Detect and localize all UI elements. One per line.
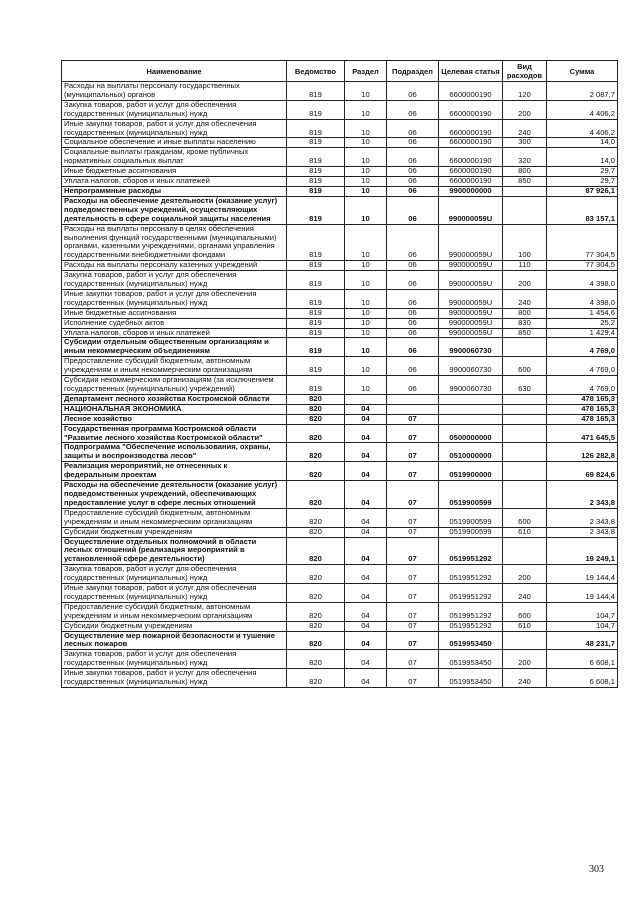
cell-name: Иные бюджетные ассигнования [62, 167, 287, 177]
cell-subsection: 07 [387, 424, 439, 443]
cell-name: Расходы на выплаты персоналу в целях обеспечения выполнения функций государственными (муниципальными) органами, казенными учреждениями, органами управления государственными внебюджетными фондами [62, 224, 287, 261]
cell-kind: 200 [503, 650, 547, 669]
cell-section: 10 [345, 148, 387, 167]
cell-sum: 478 165,3 [547, 414, 618, 424]
cell-kind [503, 186, 547, 196]
cell-target: 990000059U [439, 224, 503, 261]
cell-kind: 110 [503, 261, 547, 271]
cell-section: 10 [345, 328, 387, 338]
cell-section: 04 [345, 621, 387, 631]
cell-dept: 819 [287, 224, 345, 261]
cell-target: 0519953450 [439, 669, 503, 688]
cell-dept: 820 [287, 537, 345, 565]
cell-section: 04 [345, 565, 387, 584]
cell-sum: 4 769,0 [547, 376, 618, 395]
cell-section [345, 394, 387, 404]
cell-target: 990000059U [439, 196, 503, 224]
table-header-row [62, 61, 618, 82]
cell-sum: 6 608,1 [547, 669, 618, 688]
cell-sum: 4 406,2 [547, 119, 618, 138]
cell-sum: 48 231,7 [547, 631, 618, 650]
cell-sum: 4 398,0 [547, 271, 618, 290]
table-row [62, 508, 618, 527]
cell-name: Исполнение судебных актов [62, 318, 287, 328]
cell-dept: 819 [287, 271, 345, 290]
cell-sum: 4 769,0 [547, 338, 618, 357]
cell-subsection: 06 [387, 308, 439, 318]
table-row [62, 271, 618, 290]
cell-subsection: 07 [387, 443, 439, 462]
table-row [62, 537, 618, 565]
cell-name: Лесное хозяйство [62, 414, 287, 424]
table-row [62, 527, 618, 537]
cell-name: Социальные выплаты гражданам, кроме публичных нормативных социальных выплат [62, 148, 287, 167]
cell-sum: 29,7 [547, 177, 618, 187]
cell-kind: 850 [503, 328, 547, 338]
cell-name: Подпрограмма "Обеспечение использования, охраны, защиты и воспроизводства лесов" [62, 443, 287, 462]
table-row [62, 602, 618, 621]
cell-name: Расходы на обеспечение деятельности (оказание услуг) подведомственных учреждений, осуществляющих деятельность в сфере социальной защиты населения [62, 196, 287, 224]
cell-kind: 610 [503, 527, 547, 537]
cell-subsection: 07 [387, 462, 439, 481]
cell-target: 6600000190 [439, 82, 503, 101]
cell-target: 990000059U [439, 261, 503, 271]
cell-name: НАЦИОНАЛЬНАЯ ЭКОНОМИКА [62, 404, 287, 414]
cell-name: Субсидии некоммерческим организациям (за исключением государственных (муниципальных) учреждений) [62, 376, 287, 395]
cell-name: Расходы на обеспечение деятельности (оказание услуг) подведомственных учреждений, обеспечивающих предоставление услуг в сфере лесных отношений [62, 481, 287, 509]
cell-target: 990000059U [439, 318, 503, 328]
cell-target [439, 404, 503, 414]
table-row [62, 261, 618, 271]
cell-dept: 820 [287, 424, 345, 443]
cell-dept: 819 [287, 328, 345, 338]
cell-dept: 820 [287, 669, 345, 688]
cell-section: 04 [345, 669, 387, 688]
table-row [62, 357, 618, 376]
cell-kind: 100 [503, 224, 547, 261]
cell-section: 04 [345, 537, 387, 565]
cell-target: 0519951292 [439, 621, 503, 631]
cell-sum: 4 406,2 [547, 100, 618, 119]
cell-target: 6600000190 [439, 167, 503, 177]
cell-subsection: 07 [387, 669, 439, 688]
cell-sum: 104,7 [547, 621, 618, 631]
cell-dept: 820 [287, 414, 345, 424]
cell-target: 9900060730 [439, 376, 503, 395]
cell-target: 0519900000 [439, 462, 503, 481]
table-row [62, 328, 618, 338]
cell-target: 6600000190 [439, 100, 503, 119]
cell-sum: 77 304,5 [547, 261, 618, 271]
col-header-section: Раздел [345, 61, 387, 82]
table-row [62, 186, 618, 196]
cell-kind: 850 [503, 177, 547, 187]
cell-kind [503, 196, 547, 224]
cell-name: Иные закупки товаров, работ и услуг для обеспечения государственных (муниципальных) нужд [62, 669, 287, 688]
table-row [62, 318, 618, 328]
cell-section: 10 [345, 119, 387, 138]
cell-target: 0519900599 [439, 527, 503, 537]
table-row [62, 167, 618, 177]
cell-sum: 6 608,1 [547, 650, 618, 669]
cell-subsection: 06 [387, 82, 439, 101]
cell-subsection: 06 [387, 357, 439, 376]
cell-name: Осуществление мер пожарной безопасности и тушение лесных пожаров [62, 631, 287, 650]
cell-kind: 240 [503, 119, 547, 138]
cell-section: 04 [345, 631, 387, 650]
table-row [62, 119, 618, 138]
table-row [62, 196, 618, 224]
cell-target: 0519951292 [439, 537, 503, 565]
cell-dept: 820 [287, 527, 345, 537]
cell-sum: 2 087,7 [547, 82, 618, 101]
cell-name: Предоставление субсидий бюджетным, автономным учреждениям и иным некоммерческим организациям [62, 357, 287, 376]
cell-subsection: 06 [387, 100, 439, 119]
cell-kind [503, 481, 547, 509]
cell-section: 10 [345, 196, 387, 224]
cell-target [439, 394, 503, 404]
cell-target: 6600000190 [439, 138, 503, 148]
cell-section: 10 [345, 271, 387, 290]
cell-target: 6600000190 [439, 148, 503, 167]
cell-kind [503, 631, 547, 650]
cell-sum: 1 429,4 [547, 328, 618, 338]
cell-name: Департамент лесного хозяйства Костромской области [62, 394, 287, 404]
table-row [62, 177, 618, 187]
cell-section: 04 [345, 602, 387, 621]
cell-subsection: 06 [387, 177, 439, 187]
cell-dept: 820 [287, 462, 345, 481]
cell-dept: 820 [287, 631, 345, 650]
cell-sum: 4 769,0 [547, 357, 618, 376]
col-header-kind: Вид расходов [503, 61, 547, 82]
cell-kind: 200 [503, 100, 547, 119]
cell-section: 10 [345, 357, 387, 376]
cell-section: 10 [345, 338, 387, 357]
cell-name: Непрограммные расходы [62, 186, 287, 196]
cell-dept: 819 [287, 82, 345, 101]
cell-kind [503, 394, 547, 404]
cell-subsection: 06 [387, 224, 439, 261]
cell-name: Иные закупки товаров, работ и услуг для обеспечения государственных (муниципальных) нужд [62, 289, 287, 308]
cell-name: Иные закупки товаров, работ и услуг для обеспечения государственных (муниципальных) нужд [62, 584, 287, 603]
cell-section: 10 [345, 376, 387, 395]
cell-section: 04 [345, 584, 387, 603]
table-row [62, 289, 618, 308]
cell-subsection: 06 [387, 167, 439, 177]
cell-name: Социальное обеспечение и иные выплаты населению [62, 138, 287, 148]
table-row [62, 376, 618, 395]
cell-subsection: 06 [387, 328, 439, 338]
cell-name: Государственная программа Костромской области "Развитие лесного хозяйства Костромской области" [62, 424, 287, 443]
table-row [62, 414, 618, 424]
cell-kind: 610 [503, 621, 547, 631]
cell-kind [503, 462, 547, 481]
cell-target: 990000059U [439, 271, 503, 290]
cell-dept: 820 [287, 481, 345, 509]
cell-dept: 820 [287, 508, 345, 527]
cell-subsection: 07 [387, 537, 439, 565]
cell-dept: 819 [287, 318, 345, 328]
cell-subsection: 07 [387, 565, 439, 584]
cell-subsection: 07 [387, 650, 439, 669]
cell-subsection: 07 [387, 508, 439, 527]
cell-kind: 240 [503, 669, 547, 688]
cell-sum: 83 157,1 [547, 196, 618, 224]
cell-section: 10 [345, 100, 387, 119]
cell-name: Уплата налогов, сборов и иных платежей [62, 328, 287, 338]
cell-name: Иные бюджетные ассигнования [62, 308, 287, 318]
cell-target: 0519953450 [439, 650, 503, 669]
cell-subsection: 07 [387, 481, 439, 509]
table-row [62, 148, 618, 167]
table-row [62, 394, 618, 404]
cell-kind [503, 414, 547, 424]
cell-name: Осуществление отдельных полномочий в области лесных отношений (реализация мероприятий в установленной сфере деятельности) [62, 537, 287, 565]
cell-dept: 819 [287, 177, 345, 187]
cell-kind: 600 [503, 508, 547, 527]
cell-kind [503, 424, 547, 443]
cell-subsection: 06 [387, 138, 439, 148]
cell-name: Закупка товаров, работ и услуг для обеспечения государственных (муниципальных) нужд [62, 650, 287, 669]
cell-section: 10 [345, 224, 387, 261]
table-row [62, 584, 618, 603]
table-row [62, 443, 618, 462]
cell-name: Расходы на выплаты персоналу государственных (муниципальных) органов [62, 82, 287, 101]
cell-kind: 600 [503, 602, 547, 621]
table-row [62, 565, 618, 584]
cell-sum: 19 249,1 [547, 537, 618, 565]
cell-name: Предоставление субсидий бюджетным, автономным учреждениям и иным некоммерческим организациям [62, 602, 287, 621]
cell-subsection: 06 [387, 196, 439, 224]
cell-sum: 4 398,0 [547, 289, 618, 308]
cell-kind: 120 [503, 82, 547, 101]
cell-sum: 77 304,5 [547, 224, 618, 261]
table-row [62, 481, 618, 509]
page-number: 303 [589, 864, 604, 875]
cell-name: Иные закупки товаров, работ и услуг для обеспечения государственных (муниципальных) нужд [62, 119, 287, 138]
cell-subsection: 06 [387, 338, 439, 357]
cell-name: Субсидии бюджетным учреждениям [62, 621, 287, 631]
cell-subsection: 07 [387, 602, 439, 621]
cell-subsection: 06 [387, 318, 439, 328]
table-row [62, 338, 618, 357]
cell-dept: 820 [287, 621, 345, 631]
cell-sum: 1 454,6 [547, 308, 618, 318]
cell-dept: 819 [287, 186, 345, 196]
cell-sum: 126 282,8 [547, 443, 618, 462]
cell-target: 6600000190 [439, 119, 503, 138]
col-header-sum: Сумма [547, 61, 618, 82]
cell-kind: 200 [503, 271, 547, 290]
cell-dept: 820 [287, 394, 345, 404]
cell-target: 9900060730 [439, 338, 503, 357]
cell-dept: 820 [287, 443, 345, 462]
cell-sum: 478 165,3 [547, 394, 618, 404]
cell-kind: 800 [503, 308, 547, 318]
cell-dept: 819 [287, 100, 345, 119]
cell-target [439, 414, 503, 424]
cell-dept: 819 [287, 196, 345, 224]
cell-sum: 19 144,4 [547, 565, 618, 584]
cell-section: 10 [345, 308, 387, 318]
cell-subsection: 06 [387, 148, 439, 167]
table-row [62, 138, 618, 148]
cell-kind [503, 338, 547, 357]
table-row [62, 308, 618, 318]
cell-section: 10 [345, 167, 387, 177]
cell-subsection: 07 [387, 414, 439, 424]
cell-kind: 300 [503, 138, 547, 148]
cell-dept: 819 [287, 338, 345, 357]
cell-target: 0519900599 [439, 481, 503, 509]
cell-dept: 819 [287, 148, 345, 167]
cell-subsection: 07 [387, 621, 439, 631]
col-header-dept: Ведомство [287, 61, 345, 82]
cell-section: 10 [345, 138, 387, 148]
cell-section: 04 [345, 414, 387, 424]
cell-section: 04 [345, 443, 387, 462]
cell-dept: 819 [287, 289, 345, 308]
table-row [62, 224, 618, 261]
cell-subsection: 06 [387, 289, 439, 308]
cell-target: 0519900599 [439, 508, 503, 527]
cell-section: 10 [345, 318, 387, 328]
cell-dept: 820 [287, 584, 345, 603]
cell-name: Субсидии бюджетным учреждениям [62, 527, 287, 537]
cell-kind: 240 [503, 289, 547, 308]
cell-sum: 2 343,8 [547, 481, 618, 509]
cell-sum: 2 343,8 [547, 508, 618, 527]
cell-kind [503, 537, 547, 565]
cell-dept: 819 [287, 138, 345, 148]
cell-dept: 819 [287, 357, 345, 376]
table-row [62, 100, 618, 119]
cell-dept: 820 [287, 650, 345, 669]
cell-target: 0500000000 [439, 424, 503, 443]
cell-kind: 600 [503, 357, 547, 376]
cell-subsection: 06 [387, 376, 439, 395]
col-header-subsection: Подраздел [387, 61, 439, 82]
cell-section: 10 [345, 261, 387, 271]
cell-kind [503, 443, 547, 462]
cell-dept: 819 [287, 261, 345, 271]
cell-section: 04 [345, 462, 387, 481]
budget-table [61, 60, 618, 688]
table-row [62, 424, 618, 443]
cell-sum: 19 144,4 [547, 584, 618, 603]
cell-sum: 2 343,8 [547, 527, 618, 537]
cell-sum: 478 165,3 [547, 404, 618, 414]
cell-subsection: 06 [387, 119, 439, 138]
table-row [62, 631, 618, 650]
cell-section: 04 [345, 424, 387, 443]
col-header-target: Целевая статья [439, 61, 503, 82]
cell-sum: 87 926,1 [547, 186, 618, 196]
cell-section: 04 [345, 527, 387, 537]
cell-subsection: 07 [387, 527, 439, 537]
cell-kind: 630 [503, 376, 547, 395]
cell-target: 0519951292 [439, 584, 503, 603]
cell-sum: 25,2 [547, 318, 618, 328]
cell-dept: 820 [287, 404, 345, 414]
cell-name: Субсидии отдельным общественным организациям и иным некоммерческим объединениям [62, 338, 287, 357]
cell-section: 04 [345, 508, 387, 527]
table-row [62, 82, 618, 101]
cell-sum: 69 824,6 [547, 462, 618, 481]
table-body [62, 82, 618, 688]
cell-target: 0510000000 [439, 443, 503, 462]
cell-dept: 820 [287, 565, 345, 584]
cell-subsection [387, 394, 439, 404]
cell-section: 10 [345, 82, 387, 101]
cell-dept: 820 [287, 602, 345, 621]
cell-target: 0519951292 [439, 565, 503, 584]
cell-name: Закупка товаров, работ и услуг для обеспечения государственных (муниципальных) нужд [62, 565, 287, 584]
cell-target: 0519953450 [439, 631, 503, 650]
cell-sum: 14,0 [547, 138, 618, 148]
cell-dept: 819 [287, 119, 345, 138]
cell-sum: 104,7 [547, 602, 618, 621]
cell-section: 10 [345, 177, 387, 187]
table-row [62, 621, 618, 631]
cell-dept: 819 [287, 167, 345, 177]
cell-target: 990000059U [439, 308, 503, 318]
cell-target: 0519951292 [439, 602, 503, 621]
cell-kind: 200 [503, 565, 547, 584]
cell-target: 9900060730 [439, 357, 503, 376]
cell-name: Закупка товаров, работ и услуг для обеспечения государственных (муниципальных) нужд [62, 271, 287, 290]
cell-kind: 320 [503, 148, 547, 167]
table-row [62, 462, 618, 481]
cell-subsection: 06 [387, 186, 439, 196]
cell-name: Реализация мероприятий, не отнесенных к федеральным проектам [62, 462, 287, 481]
cell-subsection [387, 404, 439, 414]
cell-target: 990000059U [439, 328, 503, 338]
cell-section: 10 [345, 186, 387, 196]
cell-target: 6600000190 [439, 177, 503, 187]
cell-subsection: 06 [387, 271, 439, 290]
cell-sum: 14,0 [547, 148, 618, 167]
cell-kind: 830 [503, 318, 547, 328]
col-header-name: Наименование [62, 61, 287, 82]
cell-kind [503, 404, 547, 414]
table-row [62, 650, 618, 669]
cell-section: 04 [345, 650, 387, 669]
cell-target: 990000059U [439, 289, 503, 308]
cell-subsection: 07 [387, 631, 439, 650]
cell-name: Расходы на выплаты персоналу казенных учреждений [62, 261, 287, 271]
cell-target: 9900000000 [439, 186, 503, 196]
cell-name: Уплата налогов, сборов и иных платежей [62, 177, 287, 187]
table-row [62, 669, 618, 688]
cell-sum: 471 645,5 [547, 424, 618, 443]
cell-kind: 800 [503, 167, 547, 177]
cell-name: Закупка товаров, работ и услуг для обеспечения государственных (муниципальных) нужд [62, 100, 287, 119]
cell-section: 04 [345, 404, 387, 414]
table-row [62, 404, 618, 414]
cell-section: 04 [345, 481, 387, 509]
cell-kind: 240 [503, 584, 547, 603]
cell-dept: 819 [287, 376, 345, 395]
cell-name: Предоставление субсидий бюджетным, автономным учреждениям и иным некоммерческим организациям [62, 508, 287, 527]
cell-subsection: 07 [387, 584, 439, 603]
cell-sum: 29,7 [547, 167, 618, 177]
cell-subsection: 06 [387, 261, 439, 271]
cell-dept: 819 [287, 308, 345, 318]
cell-section: 10 [345, 289, 387, 308]
